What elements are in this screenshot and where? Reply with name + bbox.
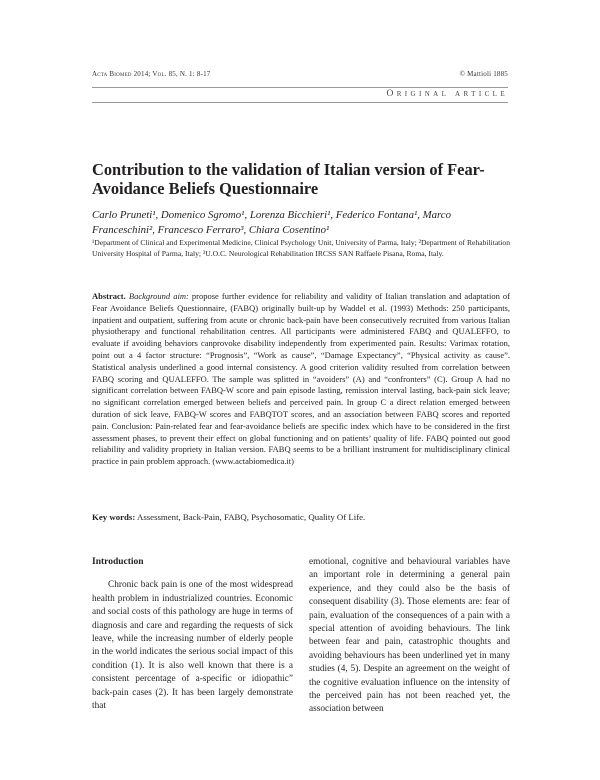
header-rule-bottom xyxy=(92,102,508,103)
header-rule-top xyxy=(92,87,508,88)
abstract-sublabel: Background aim: xyxy=(128,291,189,301)
section-label: Original article xyxy=(386,89,508,99)
keywords-text: Assessment, Back-Pain, FABQ, Psychosomatic, Quality Of Life. xyxy=(136,512,366,522)
body-column-right xyxy=(309,556,510,717)
abstract-text: propose further evidence for reliability and validity of Italian translation and adaptation of Fear Avoidance Beliefs Questionnaire, (FABQ) originally built-up by Waddel et al. (1993) Methods: 250 participants, inpatient and outpatient, suffering from acute or chronic back-pain have been consecutively recruited from various Italian physiotherapy and functional rehabilitation centres. All participants were administered FABQ and QUALEFFO, to evaluate if avoiding behaviors canprovoke disability independently from experimented pain. Results: Varimax rotation, point out a 4 factor structure: “Prognosis”, “Work as cause”, “Damage Expectancy”, “Physical activity as cause”. Statistical analysis underlined a good internal consistency. A good criterion validity resulted from correlation between FABQ scoring and QUALEFFO. The sample was splitted in “avoiders” (A) and “confronters” (C). Group A had no significant correlation between FABQ-W score and pain episode lasting, remission interval lasting, back-pain sick leave; no significant correlation emerged between beliefs and perceived pain. In group C a direct relation emerged between duration of sick leave, FABQ-W scores and FABQTOT scores, and an association between FABQ scores and reported pain. Conclusion: Pain-related fear and fear-avoidance beliefs are specific index which have to be considered in the first assessment phases, to prevent their effect on global functioning and on patients’ quality of life. FABQ pointed out good reliability and validity propriety in Italian version. FABQ seems to be a brilliant instrument for multidisciplinary clinical practice in pain problem approach. (www.actabiomedica.it) xyxy=(92,291,511,467)
keywords xyxy=(92,511,510,523)
journal-citation: Acta Biomed 2014; Vol. 85, N. 1: 8-17 xyxy=(92,70,211,78)
copyright-notice: © Mattioli 1885 xyxy=(459,70,508,78)
abstract xyxy=(92,291,510,468)
keywords-label: Key words: xyxy=(92,512,136,522)
article-title: Contribution to the validation of Italian version of Fear-Avoidance Beliefs Questionnaire xyxy=(92,160,485,198)
abstract-label: Abstract. xyxy=(92,291,126,301)
author-list: Carlo Pruneti¹, Domenico Sgromo¹, Lorenza Bicchieri¹, Federico Fontana¹, Marco Franceschini², Francesco Ferraro³, Chiara Cosentino¹ xyxy=(92,209,451,236)
running-head xyxy=(92,70,508,78)
body-column-left xyxy=(92,556,293,713)
introduction-heading: Introduction xyxy=(92,557,144,567)
introduction-paragraph-left: Chronic back pain is one of the most widespread health problem in industrialized countries. Economic and social costs of this pathology are huge in terms of diagnosis and care and regarding the requests of sick leave, while the increasing number of elderly people in the world indicates the serious social impact of this condition (1). It is also well known that there is a consistent percentage of a-specific or idiopathic” back-pain cases (2). It has been largely demonstrate that xyxy=(92,580,293,712)
introduction-paragraph-right: emotional, cognitive and behavioural variables have an important role in determining a general pain experience, and they could also be the basis of consequent disability (3). Those elements are: fear of pain, evaluation of the consequences of a pain with a special attention of avoiding behaviours. The link between fear and pain, catastrophic thoughts and avoiding behaviours has been underlined yet in many studies (4, 5). Despite an agreement on the weight of the cognitive evaluation influence on the intensity of the perceived pain has not been reached yet, the association between xyxy=(309,557,510,715)
affiliations: ¹Department of Clinical and Experimental Medicine, Clinical Psychology Unit, University of Parma, Italy; ²Department of Rehabilitation University Hospital of Parma, Italy; ³U.O.C. Neurological Rehabilitation IRCSS SAN Raffaele Pisana, Roma, Italy. xyxy=(92,238,510,258)
